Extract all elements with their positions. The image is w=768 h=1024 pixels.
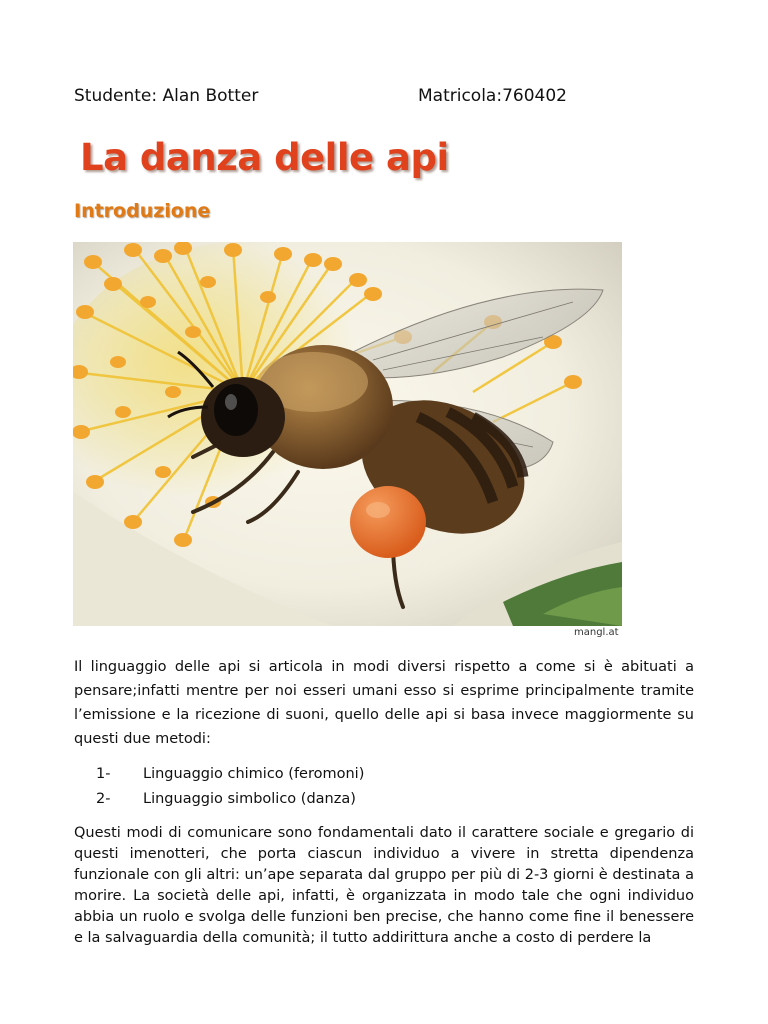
student-header (74, 86, 694, 112)
list-item-label: Linguaggio chimico (feromoni) (143, 766, 365, 782)
bee-photo (73, 242, 622, 626)
student-id: Matricola:760402 (418, 86, 567, 106)
list-item-label: Linguaggio simbolico (danza) (143, 791, 356, 807)
list-item-number: 1- (96, 766, 111, 782)
social-paragraph: Questi modi di comunicare sono fondamentali dato il carattere sociale e gregario di questi imenotteri, che porta ciascun individuo a vivere in stretta dipendenza funzionale con gli altri: un’ape separata dal gruppo per più di 2-3 giorni è destinata a morire. La società delle api, infatti, è organizzata in modo tale che ogni individuo abbia un ruolo e svolga delle funzioni ben precise, che hanno come fine il benessere e la salvaguardia della comunità; il tutto addirittura anche a costo di perdere la (74, 825, 694, 946)
bee-on-flower-illustration (73, 242, 622, 626)
section-heading: Introduzione (74, 200, 211, 222)
photo-credit: mangl.at (574, 627, 619, 638)
intro-paragraph: Il linguaggio delle api si articola in modi diversi rispetto a come si è abituati a pensare;infatti mentre per noi esseri umani esso si esprime principalmente tramite l’emissione e la ricezione di suoni, quello delle api si basa invece maggiormente su questi due metodi: (74, 659, 694, 747)
document-title: La danza delle api (80, 136, 449, 179)
methods-list (96, 762, 656, 812)
list-item (96, 787, 656, 812)
list-item-number: 2- (96, 791, 111, 807)
list-item (96, 762, 656, 787)
student-name: Studente: Alan Botter (74, 86, 259, 106)
